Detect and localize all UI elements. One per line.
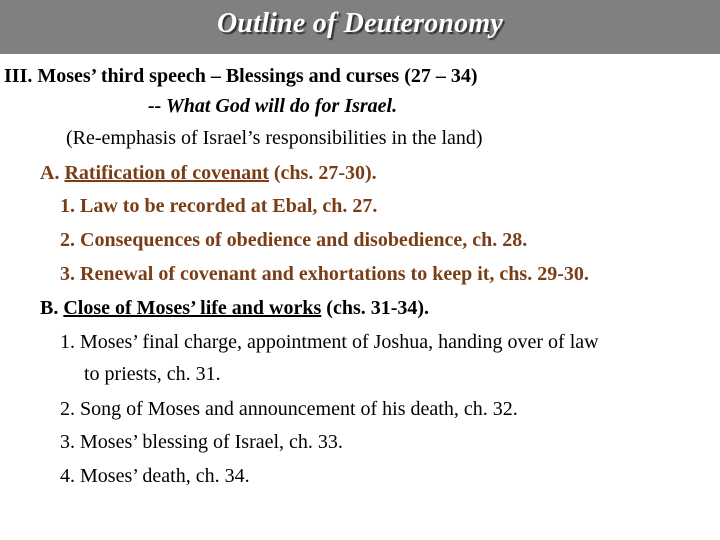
section-b-letter: B. (40, 297, 59, 319)
section-b-item-1-cont: to priests, ch. 31. (84, 363, 221, 385)
section-a-item-1: 1. Law to be recorded at Ebal, ch. 27. (60, 195, 378, 217)
section-b-item-4: 4. Moses’ death, ch. 34. (60, 465, 250, 487)
section-note: (Re-emphasis of Israel’s responsibilities in the land) (66, 127, 483, 149)
section-b-item-3: 3. Moses’ blessing of Israel, ch. 33. (60, 431, 343, 453)
section-subheading: -- What God will do for Israel. (148, 95, 398, 117)
section-a-topic: Ratification of covenant (64, 162, 269, 184)
section-a-item-3: 3. Renewal of covenant and exhortations to keep it, chs. 29-30. (60, 263, 589, 285)
section-b-item-2: 2. Song of Moses and announcement of his death, ch. 32. (60, 398, 518, 420)
slide-title: Outline of Deuteronomy (217, 8, 503, 39)
section-a-range: (chs. 27-30). (273, 162, 377, 184)
section-b-range: (chs. 31-34). (326, 297, 430, 319)
section-b-line (40, 296, 429, 320)
section-a-item-2: 2. Consequences of obedience and disobedience, ch. 28. (60, 229, 528, 251)
section-heading: III. Moses’ third speech – Blessings and curses (27 – 34) (4, 65, 478, 87)
section-b-item-1: 1. Moses’ final charge, appointment of Joshua, handing over of law (60, 331, 599, 353)
section-b-topic: Close of Moses’ life and works (63, 297, 322, 319)
section-a-line (40, 161, 377, 185)
section-a-letter: A. (40, 162, 60, 184)
title-bar (0, 0, 720, 54)
